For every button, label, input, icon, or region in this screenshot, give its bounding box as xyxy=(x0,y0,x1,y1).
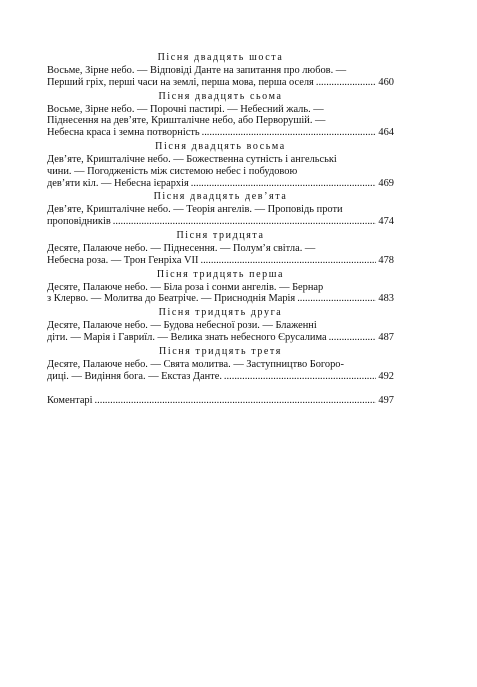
table-of-contents xyxy=(47,50,394,407)
entry-line: диці. — Видіння бога. — Екстаз Данте. xyxy=(47,370,222,382)
dot-leader xyxy=(95,395,377,407)
entry-line: Дев’яте, Кришталічне небо. — Божественна сутність і ангельські xyxy=(47,153,337,165)
entry-last-line xyxy=(47,371,394,383)
section-heading: Пісня двадцять дев’ята xyxy=(153,191,288,203)
page-number: 492 xyxy=(378,370,394,382)
entry-line: з Клерво. — Молитва до Беатріче. — Присноднія Марія xyxy=(47,293,296,305)
toc-entry xyxy=(47,243,394,267)
dot-leader xyxy=(316,77,377,89)
section-heading: Пісня двадцять восьма xyxy=(155,140,286,152)
section-heading: Пісня тридцять третя xyxy=(159,345,282,357)
toc-entry xyxy=(47,154,394,189)
entry-last-line xyxy=(47,255,394,267)
toc-section xyxy=(47,306,394,344)
dot-leader xyxy=(202,127,377,139)
section-heading: Пісня двадцять шоста xyxy=(157,52,284,63)
toc-section xyxy=(47,268,394,306)
entry-line: Восьме, Зірне небо. — Порочні пастирі. — Небесний жаль. — xyxy=(47,103,324,115)
page-number: 483 xyxy=(378,293,394,305)
page-number: 464 xyxy=(378,127,394,139)
entry-line: діти. — Марія і Гавриїл. — Велика знать небесного Єрусалима xyxy=(47,331,327,343)
entry-line: Восьме, Зірне небо. — Відповіді Данте на запитання про любов. — xyxy=(47,65,347,76)
page-number: 478 xyxy=(378,254,394,266)
entry-line: чини. — Погодженість між системою небес і побудовою xyxy=(47,165,298,177)
page-number: 474 xyxy=(378,216,394,228)
entry-line: Десяте, Палаюче небо. — Свята молитва. — Заступництво Богоро- xyxy=(47,358,344,370)
page-number: 487 xyxy=(378,331,394,343)
entry-line: дев’яти кіл. — Небесна ієрархія xyxy=(47,177,189,189)
page-number: 469 xyxy=(378,177,394,189)
toc-entry xyxy=(47,359,394,383)
dot-leader xyxy=(191,178,377,190)
dot-leader xyxy=(113,216,377,228)
comments-label: Коментарі xyxy=(47,395,93,407)
entry-line: Піднесення на дев’яте, Кришталічне небо, або Перворушій. — xyxy=(47,115,326,127)
entry-line: Десяте, Палаюче небо. — Біла роза і сонми ангелів. — Бернар xyxy=(47,281,324,293)
toc-entry xyxy=(47,104,394,139)
entry-line: Небесна краса і земна потворність xyxy=(47,127,200,139)
toc-section xyxy=(47,345,394,383)
entry-line: Перший гріх, перші часи на землі, перша мова, перша оселя xyxy=(47,76,314,88)
toc-entry xyxy=(47,204,394,228)
entry-last-line xyxy=(47,178,394,190)
section-heading: Пісня двадцять сьома xyxy=(158,90,283,102)
toc-section xyxy=(47,190,394,228)
page-number: 497 xyxy=(378,395,394,407)
toc-entry xyxy=(47,282,394,306)
comments-entry xyxy=(47,395,394,407)
section-heading: Пісня тридцять перша xyxy=(156,268,285,280)
toc-section xyxy=(47,229,394,267)
page-number: 460 xyxy=(378,76,394,88)
toc-section xyxy=(47,140,394,189)
dot-leader xyxy=(329,332,377,344)
entry-last-line xyxy=(47,216,394,228)
entry-line: Дев’яте, Кришталічне небо. — Теорія ангелів. — Проповідь проти xyxy=(47,204,343,216)
entry-line: Десяте, Палаюче небо. — Будова небесної рози. — Блаженні xyxy=(47,320,317,332)
entry-line: Десяте, Палаюче небо. — Піднесення. — Полум’я світла. — xyxy=(47,242,316,254)
section-heading: Пісня тридцять друга xyxy=(158,307,283,319)
toc-section xyxy=(47,51,394,89)
entry-last-line xyxy=(47,77,394,89)
dot-leader xyxy=(200,255,376,267)
toc-entry xyxy=(47,320,394,344)
entry-last-line xyxy=(47,293,394,305)
toc-entry xyxy=(47,65,394,89)
section-heading: Пісня тридцята xyxy=(176,229,265,241)
entry-last-line xyxy=(47,127,394,139)
entry-line: Небесна роза. — Трон Генріха VII xyxy=(47,254,199,266)
dot-leader xyxy=(297,293,376,305)
dot-leader xyxy=(224,371,376,383)
toc-section xyxy=(47,90,394,139)
entry-last-line xyxy=(47,332,394,344)
entry-line: проповідників xyxy=(47,216,111,228)
